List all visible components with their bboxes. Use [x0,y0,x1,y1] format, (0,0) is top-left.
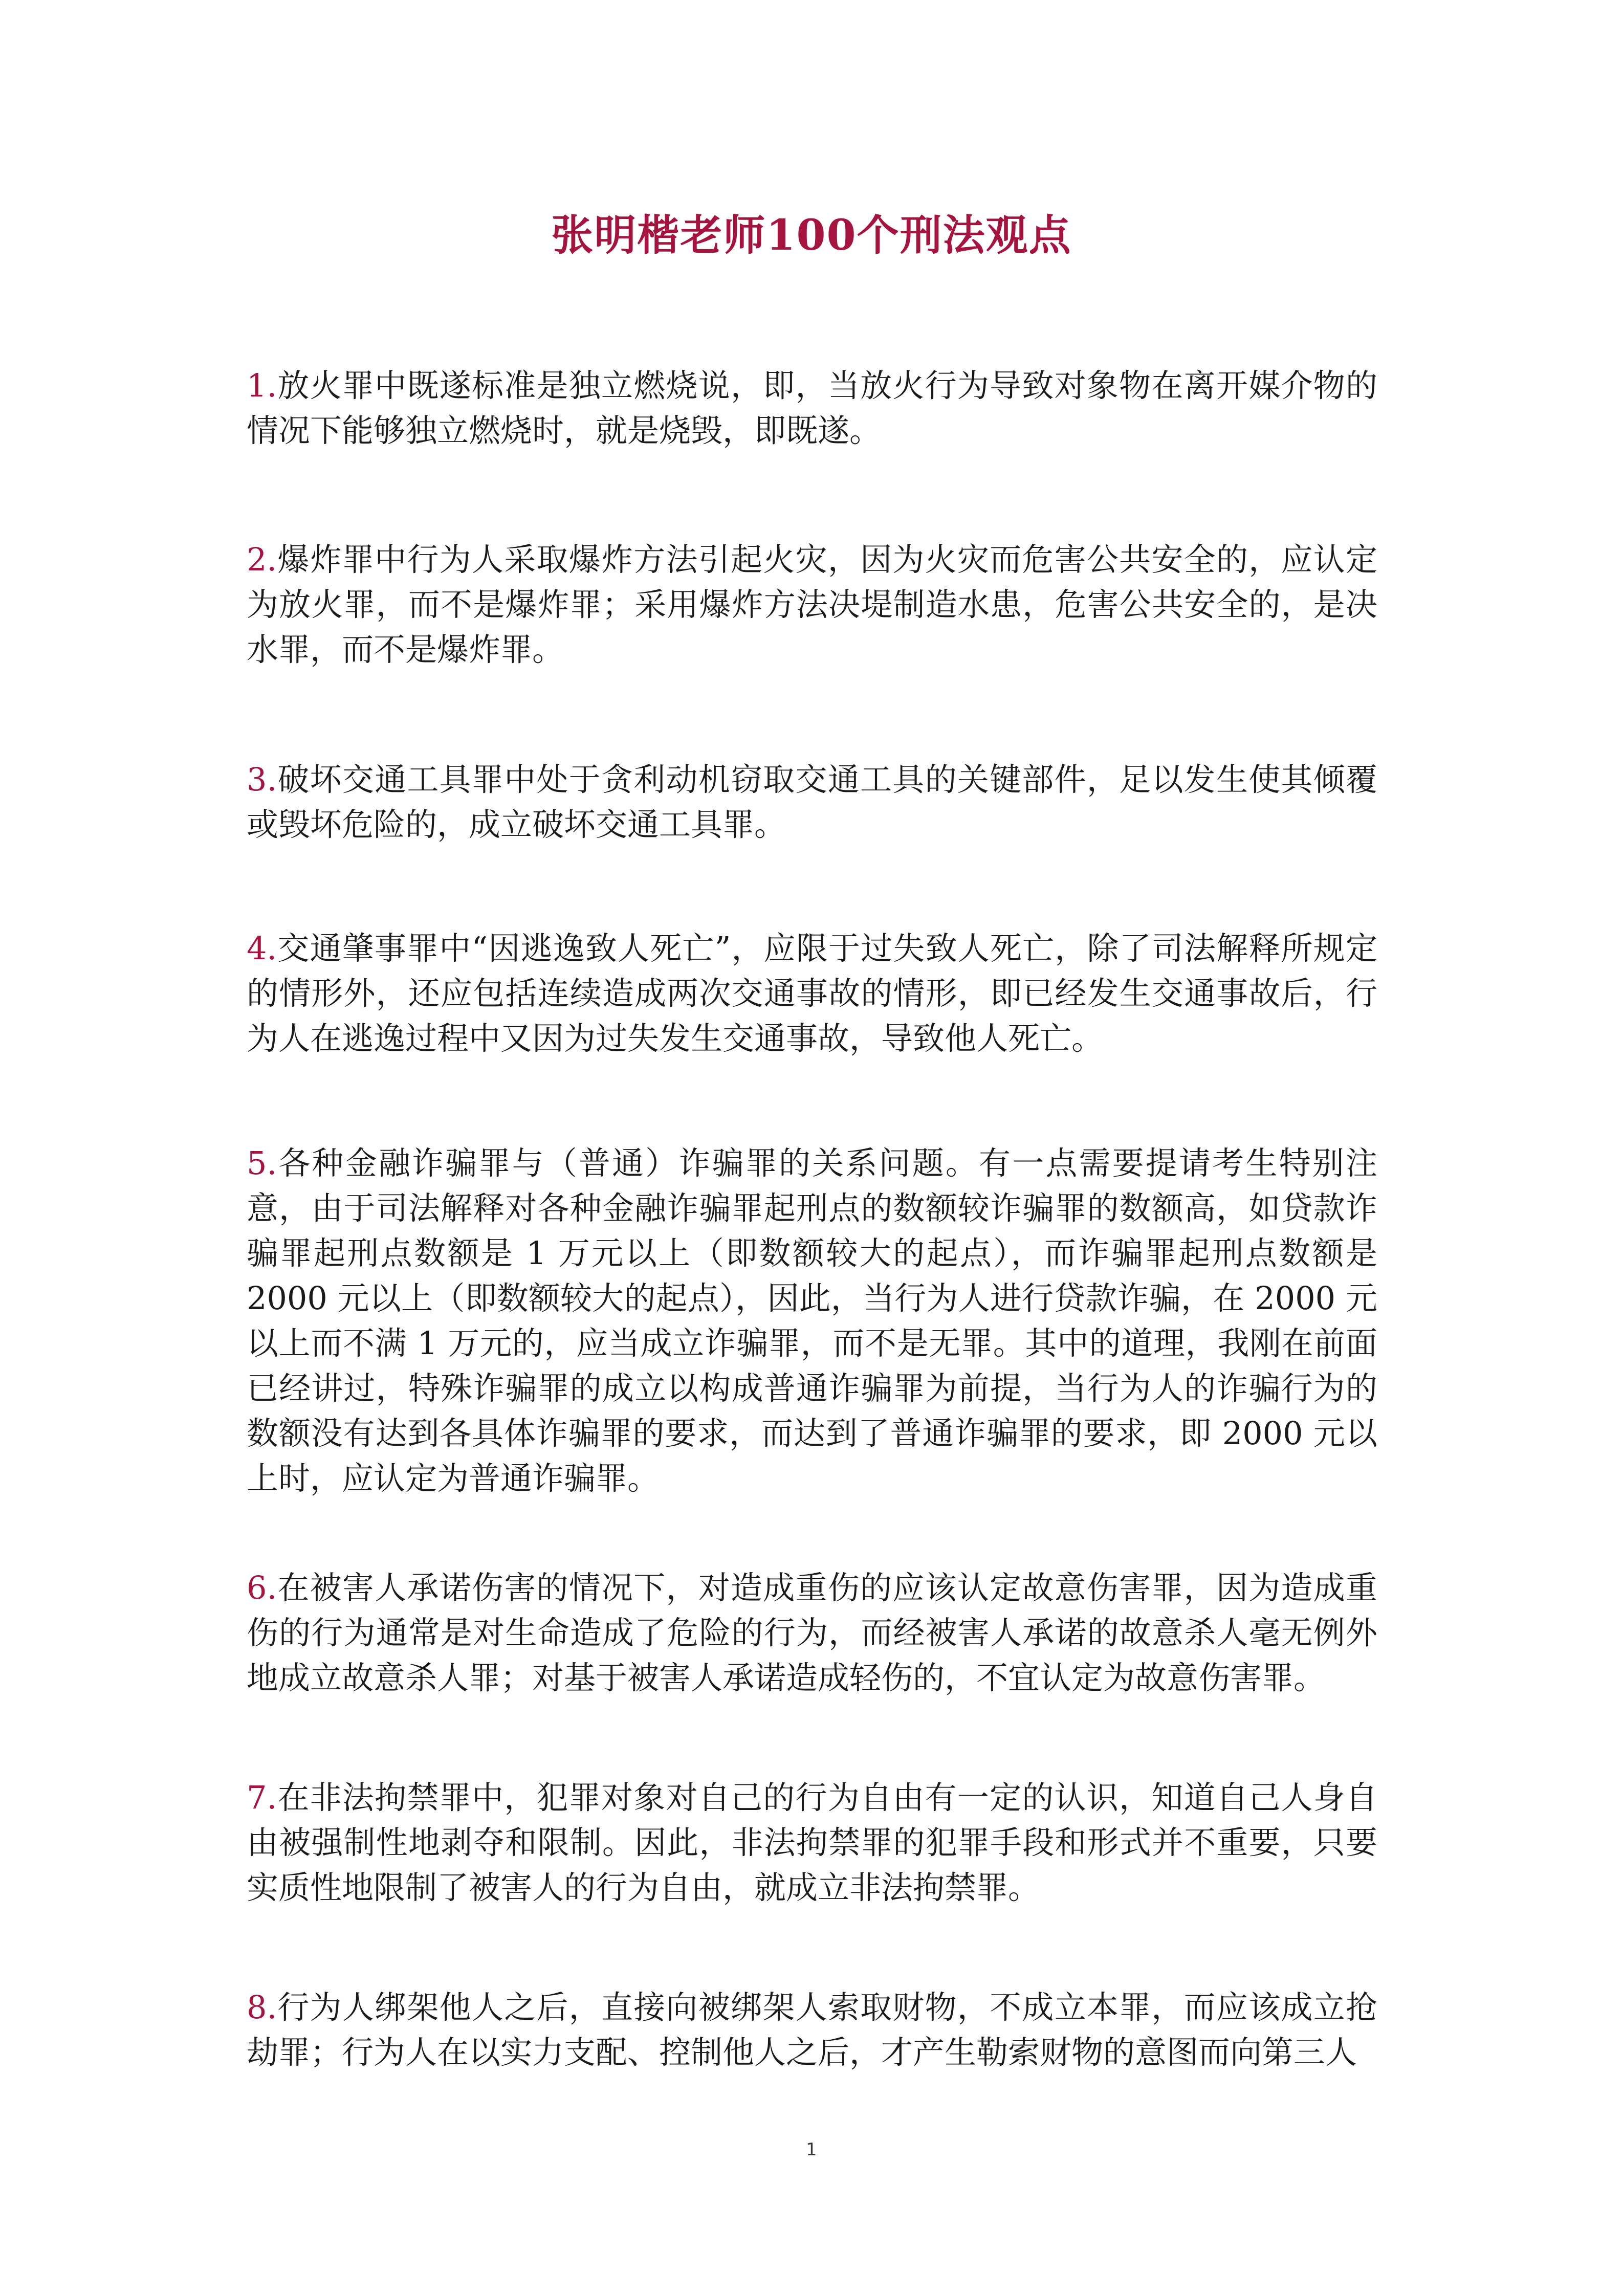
paragraph-text: 各种金融诈骗罪与（普通）诈骗罪的关系问题。有一点需要提请考生特别注意，由于司法解释对各种金融诈骗罪起刑点的数额较诈骗罪的数额高，如贷款诈骗罪起刑点数额是 1 万元以上（即数额较大的起点），而诈骗罪起刑点数额是 2000 元以上（即数额较大的起点），因此，当行为人进行贷款诈骗，在 2000 元以上而不满 1 万元的，应当成立诈骗罪，而不是无罪。其中的道理，我刚在前面已经讲过，特殊诈骗罪的成立以构成普通诈骗罪为前提，当行为人的诈骗行为的数额没有达到各具体诈骗罪的要求，而达到了普通诈骗罪的要求，即 2000 元以上时，应认定为普通诈骗罪。 [247,1144,1377,1497]
document-title: 张明楷老师100个刑法观点 [551,211,1072,260]
paragraph-number: 8. [247,1989,277,2026]
paragraph-2 [247,537,1377,672]
paragraph-text: 爆炸罪中行为人采取爆炸方法引起火灾，因为火灾而危害公共安全的，应认定为放火罪，而不是爆炸罪；采用爆炸方法决堤制造水患，危害公共安全的，是决水罪，而不是爆炸罪。 [247,541,1377,668]
paragraph-number: 1. [247,367,277,404]
paragraph-text: 在被害人承诺伤害的情况下，对造成重伤的应该认定故意伤害罪，因为造成重伤的行为通常是对生命造成了危险的行为，而经被害人承诺的故意杀人毫无例外地成立故意杀人罪；对基于被害人承诺造成轻伤的，不宜认定为故意伤害罪。 [247,1569,1377,1696]
paragraph-number: 3. [247,761,277,798]
paragraph-text: 破坏交通工具罪中处于贪利动机窃取交通工具的关键部件，足以发生使其倾覆或毁坏危险的，成立破坏交通工具罪。 [247,761,1377,843]
paragraph-number: 6. [247,1569,277,1606]
paragraph-1 [247,363,1377,453]
paragraph-5 [247,1141,1377,1501]
paragraph-text: 交通肇事罪中“因逃逸致人死亡”，应限于过失致人死亡，除了司法解释所规定的情形外，还应包括连续造成两次交通事故的情形，即已经发生交通事故后，行为人在逃逸过程中又因为过失发生交通事故，导致他人死亡。 [247,930,1377,1057]
paragraph-text: 在非法拘禁罪中，犯罪对象对自己的行为自由有一定的认识，知道自己人身自由被强制性地剥夺和限制。因此，非法拘禁罪的犯罪手段和形式并不重要，只要实质性地限制了被害人的行为自由，就成立非法拘禁罪。 [247,1779,1377,1906]
paragraph-6 [247,1565,1377,1701]
paragraph-number: 5. [247,1144,277,1182]
paragraph-number: 4. [247,930,277,967]
page-number: 1 [806,2139,817,2160]
paragraph-text: 行为人绑架他人之后，直接向被绑架人索取财物，不成立本罪，而应该成立抢劫罪；行为人在以实力支配、控制他人之后，才产生勒索财物的意图而向第三人 [247,1989,1377,2071]
paragraph-3 [247,757,1377,847]
paragraph-4 [247,926,1377,1061]
paragraph-number: 7. [247,1779,277,1816]
paragraph-8 [247,1985,1377,2075]
paragraph-number: 2. [247,541,277,578]
paragraph-text: 放火罪中既遂标准是独立燃烧说，即，当放火行为导致对象物在离开媒介物的情况下能够独立燃烧时，就是烧毁，即既遂。 [247,367,1377,449]
paragraph-7 [247,1775,1377,1910]
